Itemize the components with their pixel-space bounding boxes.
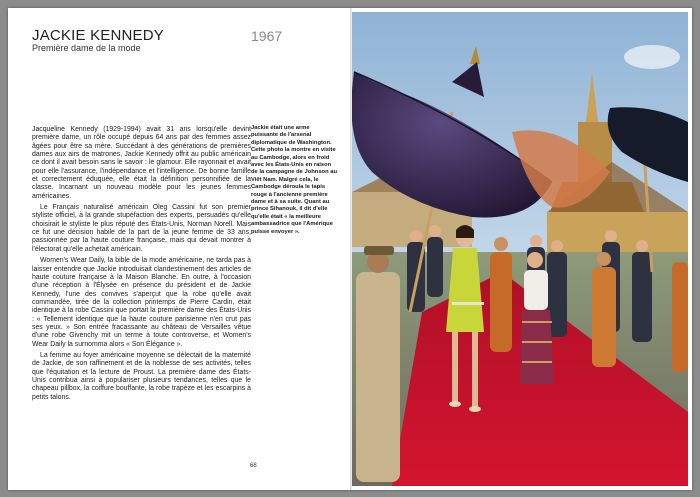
photograph (352, 12, 688, 486)
body-paragraph: Jacqueline Kennedy (1929-1994) avait 31 ans lorsqu'elle devint première dame, un rôle occupé depuis 64 ans par des femmes assez âgées pour être sa mère. Succédant à des générations de premières dames aux airs de matrones, Jackie Kennedy offrit au public américain ce dont il avait besoin sans le savoir : le glamour. Elle rayonnait et avait pour elle l'assurance, l'indépendance et l'intelligence. De bonne famille et correctement éduquée, elle était la définition personnifiée de la classe. Incarnant un nouveau modèle pour les jeunes femmes américaines. (32, 126, 251, 200)
book-spread (8, 8, 692, 490)
photo-illustration (352, 12, 688, 486)
page-number: 68 (250, 463, 257, 469)
right-page (352, 8, 692, 490)
body-paragraph: La femme au foyer américaine moyenne se délectait de la maternité de Jackie, de son raffinement et de la noblesse de ses activités, telles que l'équitation et la lecture de Proust. La première dame des États-Unis contribua ainsi à populariser plusieurs tendances, telles que le chapeau pillbox, la coiffure bouffante, la robe trapèze et les escarpins à petits talons. (32, 351, 251, 401)
year-label: 1967 (251, 28, 283, 44)
page-title: JACKIE KENNEDY (32, 27, 164, 44)
body-paragraph: Le Français naturalisé américain Oleg Cassini fut son premier styliste officiel, à la grande stupéfaction des experts, persuadés qu'elle choisirait le styliste le plus réputé des États-Unis, Norman Norell. Mais ce fut une décision habile de la part de la jeune femme de 33 ans, passionnée par la haute couture française, mais qui devait montrer à l'électorat qu'elle achetait américain. (32, 204, 251, 253)
page-subtitle: Première dame de la mode (32, 43, 141, 53)
body-paragraph: Women's Wear Daily, la bible de la mode américaine, ne tarda pas à laisser entendre que Jackie introduisait clandestinement des articles de haute couture française à la Maison Blanche. En outre, à l'occasion d'une réception à l'Élysée en présence du président et de Jackie Kennedy, l'une des convives s'aperçut que la robe qu'elle avait commandée, tirée de la collection printemps de Pierre Cardin, était identique à la robe Cassini que portait la première dame des États-Unis : « Tellement identique que la haute couture parisienne n'en crut pas ses yeux. » Son entrée fracassante au château de Versailles vêtue d'une robe Givenchy mit un terme à toute controverse, et Women's Wear Daily la surnomma alors « Son Élégance ». (32, 257, 251, 348)
photo-caption: Jackie était une arme puissante de l'arsenal diplomatique de Washington. Cette photo la montre en visite au Cambodge, alors en froid avec les États-Unis en raison de la campagne de Johnson au Viêt Nam. Malgré cela, le Cambodge déroula le tapis rouge à l'ancienne première dame et à sa suite. Quant au prince Sihanouk, il dit d'elle qu'elle était « la meilleure ambassadrice que l'Amérique puisse envoyer ». (251, 125, 338, 235)
body-text (32, 126, 251, 405)
left-page (8, 8, 350, 490)
